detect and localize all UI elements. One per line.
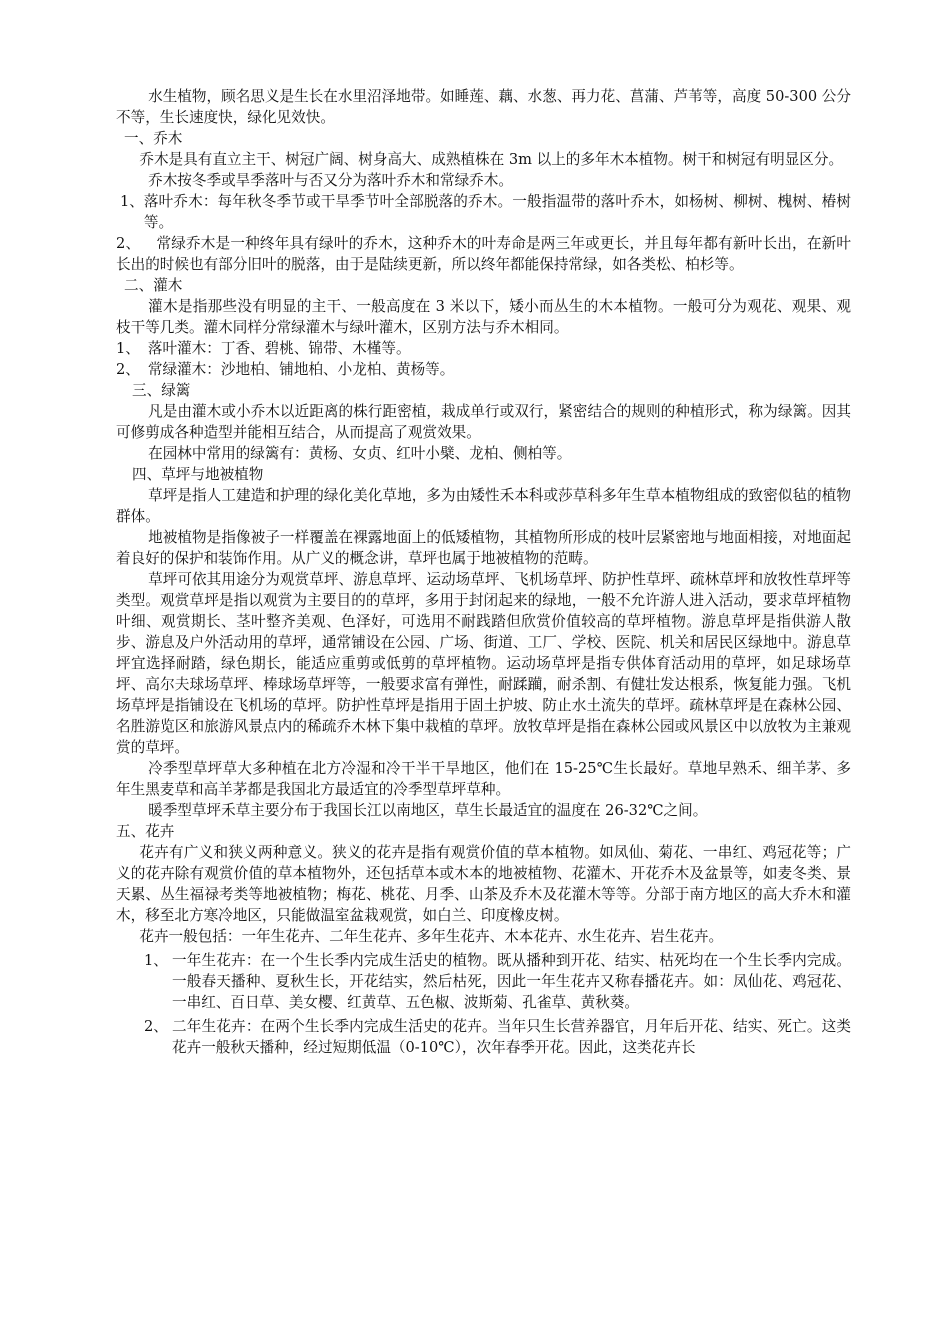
list-item-biennial-flowers — [116, 1016, 851, 1058]
list-number: 2、 — [144, 1018, 168, 1035]
paragraph-cool-season-grass: 冷季型草坪草大多种植在北方冷湿和冷干半干旱地区，他们在 15-25℃生长最好。草地早熟禾、细羊茅、多年生黑麦草和高羊茅都是我国北方最适宜的冷季型草坪草种。 — [116, 760, 851, 798]
paragraph-trees-classification: 乔木按冬季或旱季落叶与否又分为落叶乔木和常绿乔木。 — [148, 172, 513, 189]
list-text: 落叶灌木：丁香、碧桃、锦带、木槿等。 — [147, 340, 411, 357]
document-body — [116, 86, 851, 1058]
list-text: 一年生花卉：在一个生长季内完成生活史的植物。既从播种到开花、结实、枯死均在一个生长季内完成。一般春天播种、夏秋生长，开花结实，然后枯死，因此一年生花卉又称春播花卉。如：凤仙花、鸡冠花、一串红、百日草、美女樱、红黄草、五色椒、波斯菊、孔雀草、黄秋葵。 — [172, 952, 851, 1011]
paragraph-aquatic-plants: 水生植物，顾名思义是生长在水里沼泽地带。如睡莲、藕、水葱、再力花、菖蒲、芦苇等，高度 50-300 公分不等，生长速度快，绿化见效快。 — [116, 88, 851, 126]
list-item-deciduous-trees — [116, 191, 851, 233]
paragraph-shrubs-definition: 灌木是指那些没有明显的主干、一般高度在 3 米以下，矮小而丛生的木本植物。一般可分为观花、观果、观枝干等几类。灌木同样分常绿灌木与绿叶灌木，区别方法与乔木相同。 — [116, 298, 851, 336]
list-number: 2、 — [116, 361, 140, 378]
paragraph-hedges-common: 在园林中常用的绿篱有：黄杨、女贞、红叶小檗、龙柏、侧柏等。 — [148, 445, 572, 462]
list-item-annual-flowers — [116, 950, 851, 1013]
paragraph-warm-season-grass: 暖季型草坪禾草主要分布于我国长江以南地区，草生长最适宜的温度在 26-32℃之间。 — [148, 802, 708, 819]
heading-trees: 一、乔木 — [124, 130, 183, 147]
paragraph-flowers-definition: 花卉有广义和狭义两种意义。狭义的花卉是指有观赏价值的草本植物。如凤仙、菊花、一串红、鸡冠花等；广义的花卉除有观赏价值的草本植物外，还包括草本或木本的地被植物、花灌木、开花乔木及盆景等，如麦冬类、景天累、丛生福禄考类等地被植物；梅花、桃花、月季、山茶及乔木及花灌木等等。分部于南方地区的高大乔木和灌木，移至北方寒冷地区，只能做温室盆栽观赏，如白兰、印度橡皮树。 — [116, 844, 851, 924]
paragraph-trees-definition: 乔木是具有直立主干、树冠广阔、树身高大、成熟植株在 3m 以上的多年木本植物。树干和树冠有明显区分。 — [139, 151, 844, 168]
list-text: 二年生花卉：在两个生长季内完成生活史的花卉。当年只生长营养器官，月年后开花、结实、死亡。这类花卉一般秋天播种，经过短期低温（0-10℃），次年春季开花。因此，这类花卉长 — [172, 1018, 851, 1056]
heading-lawn-groundcover: 四、草坪与地被植物 — [132, 466, 264, 483]
list-text: 常绿灌木：沙地柏、铺地柏、小龙柏、黄杨等。 — [147, 361, 455, 378]
heading-shrubs: 二、灌木 — [124, 277, 183, 294]
list-text: 落叶乔木：每年秋冬季节或干旱季节叶全部脱落的乔木。一般指温带的落叶乔木，如杨树、柳树、槐树、椿树等。 — [143, 193, 851, 231]
heading-flowers: 五、花卉 — [116, 823, 175, 840]
list-number: 1、 — [144, 952, 168, 969]
paragraph-lawn-definition: 草坪是指人工建造和护理的绿化美化草地，多为由矮性禾本科或莎草科多年生草本植物组成的致密似毡的植物群体。 — [116, 487, 851, 525]
paragraph-groundcover-definition: 地被植物是指像被子一样覆盖在裸露地面上的低矮植物，其植物所形成的枝叶层紧密地与地面相接，对地面起着良好的保护和装饰作用。从广义的概念讲，草坪也属于地被植物的范畴。 — [116, 529, 851, 567]
paragraph-hedges-definition: 凡是由灌木或小乔木以近距离的株行距密植，栽成单行或双行，紧密结合的规则的种植形式，称为绿篱。因其可修剪成各种造型并能相互结合，从而提高了观赏效果。 — [116, 403, 851, 441]
list-text: 常绿乔木是一种终年具有绿叶的乔木，这种乔木的叶寿命是两三年或更长，并且每年都有新叶长出，在新叶长出的时候也有部分旧叶的脱落，由于是陆续更新，所以终年都能保持常绿，如各类松、柏杉等。 — [116, 235, 851, 273]
list-item-deciduous-shrubs — [116, 338, 851, 359]
paragraph-lawn-types: 草坪可依其用途分为观赏草坪、游息草坪、运动场草坪、飞机场草坪、防护性草坪、疏林草坪和放牧性草坪等类型。观赏草坪是指以观赏为主要目的的草坪，多用于封闭起来的绿地，一般不允许游人进入活动，要求草坪植物叶细、观赏期长、茎叶整齐美观、色泽好，可选用不耐践踏但欣赏价值较高的草坪植物。游息草坪是指供游人散步、游息及户外活动用的草坪，通常铺设在公园、广场、街道、工厂、学校、医院、机关和居民区绿地中。游息草坪宜选择耐踏，绿色期长，能适应重剪或低剪的草坪植物。运动场草坪是指专供体育活动用的草坪，如足球场草坪、高尔夫球场草坪、棒球场草坪等，一般要求富有弹性，耐蹂躏，耐杀割、有健壮发达根系，恢复能力强。飞机场草坪是指铺设在飞机场的草坪。防护性草坪是指用于固土护坡、防止水土流失的草坪。疏林草坪是在森林公园、名胜游览区和旅游风景点内的稀疏乔木林下集中栽植的草坪。放牧草坪是指在森林公园或风景区中以放牧为主兼观赏的草坪。 — [116, 571, 851, 756]
list-number: 1、 — [120, 193, 144, 210]
list-number: 2、 — [116, 235, 141, 252]
paragraph-flowers-categories: 花卉一般包括：一年生花卉、二年生花卉、多年生花卉、木本花卉、水生花卉、岩生花卉。 — [139, 928, 724, 945]
list-item-evergreen-shrubs — [116, 359, 851, 380]
heading-hedges: 三、绿篱 — [132, 382, 191, 399]
paragraph-evergreen-trees — [116, 233, 851, 275]
list-number: 1、 — [116, 340, 140, 357]
